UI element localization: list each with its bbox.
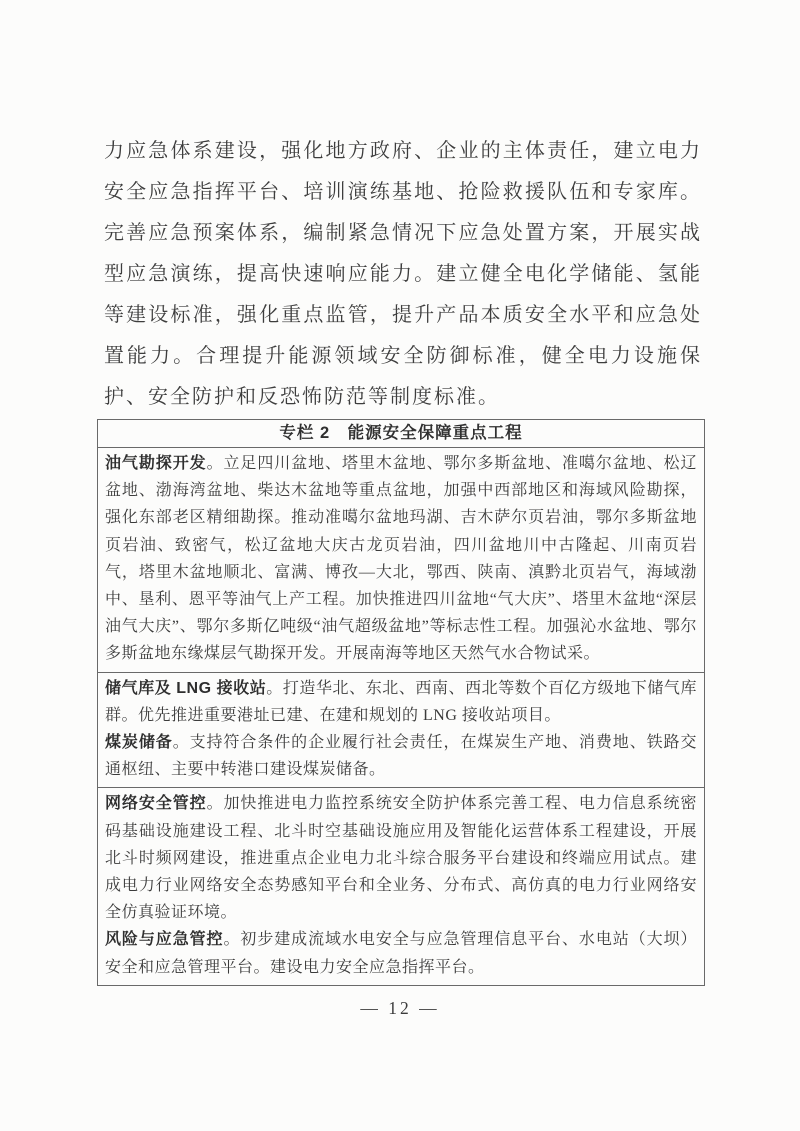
paragraph-text: 。打造华北、东北、西南、西北等数个百亿方级地下储气库群。优先推进重要港址已建、在建和规划的 LNG 接收站项目。 xyxy=(105,679,697,724)
box-row-gas-storage-coal-reserve xyxy=(98,673,704,789)
paragraph-oil-gas-exploration xyxy=(105,450,697,668)
paragraph-label: 风险与应急管控 xyxy=(105,931,224,949)
paragraph-label: 油气勘探开发 xyxy=(105,455,207,472)
paragraph-text: 。立足四川盆地、塔里木盆地、鄂尔多斯盆地、准噶尔盆地、松辽盆地、渤海湾盆地、柴达木盆地等重点盆地，加强中西部地区和海域风险勘探，强化东部老区精细勘探。推动准噶尔盆地玛湖、吉木萨尔页岩油，鄂尔多斯盆地页岩油、致密气，松辽盆地大庆古龙页岩油，四川盆地川中古隆起、川南页岩气，塔里木盆地顺北、富满、博孜—大北，鄂西、陕南、滇黔北页岩气，海域渤中、垦利、恩平等油气上产工程。加快推进四川盆地“气大庆”、塔里木盆地“深层油气大庆”、鄂尔多斯亿吨级“油气超级盆地”等标志性工程。加强沁水盆地、鄂尔多斯盆地东缘煤层气勘探开发。开展南海等地区天然气水合物试采。 xyxy=(105,455,697,663)
box-row-network-risk-control xyxy=(98,788,704,984)
body-paragraph: 力应急体系建设，强化地方政府、企业的主体责任，建立电力安全应急指挥平台、培训演练基地、抢险救援队伍和专家库。完善应急预案体系，编制紧急情况下应急处置方案，开展实战型应急演练，提高快速响应能力。建立健全电化学储能、氢能等建设标准，强化重点监管，提升产品本质安全水平和应急处置能力。合理提升能源领域安全防御标准，健全电力设施保护、安全防护和反恐怖防范等制度标准。 xyxy=(104,140,702,408)
paragraph-coal-reserve xyxy=(105,729,697,783)
paragraph-text: 。加快推进电力监控系统安全防护体系完善工程、电力信息系统密码基础设施建设工程、北斗时空基础设施应用及智能化运营体系工程建设，开展北斗时频网建设，推进重点企业电力北斗综合服务平台建设和终端应用试点。建成电力行业网络安全态势感知平台和全业务、分布式、高仿真的电力行业网络安全仿真验证环境。 xyxy=(105,795,697,922)
paragraph-text: 。初步建成流域水电安全与应急管理信息平台、水电站（大坝）安全和应急管理平台。建设电力安全应急指挥平台。 xyxy=(105,931,697,976)
page-number: — 12 — xyxy=(360,998,440,1018)
feature-box xyxy=(97,419,705,986)
paragraph-network-security xyxy=(105,790,697,926)
paragraph-gas-storage-lng xyxy=(105,675,697,729)
paragraph-text: 。支持符合条件的企业履行社会责任，在煤炭生产地、消费地、铁路交通枢纽、主要中转港口建设煤炭储备。 xyxy=(105,734,697,779)
paragraph-label: 网络安全管控 xyxy=(105,795,207,813)
paragraph-label: 储气库及 LNG 接收站 xyxy=(105,679,267,697)
box-row-oil-gas-exploration xyxy=(98,448,704,673)
paragraph-risk-emergency-control xyxy=(105,926,697,980)
feature-box-title: 专栏 2 能源安全保障重点工程 xyxy=(98,420,704,448)
paragraph-label: 煤炭储备 xyxy=(105,734,173,752)
